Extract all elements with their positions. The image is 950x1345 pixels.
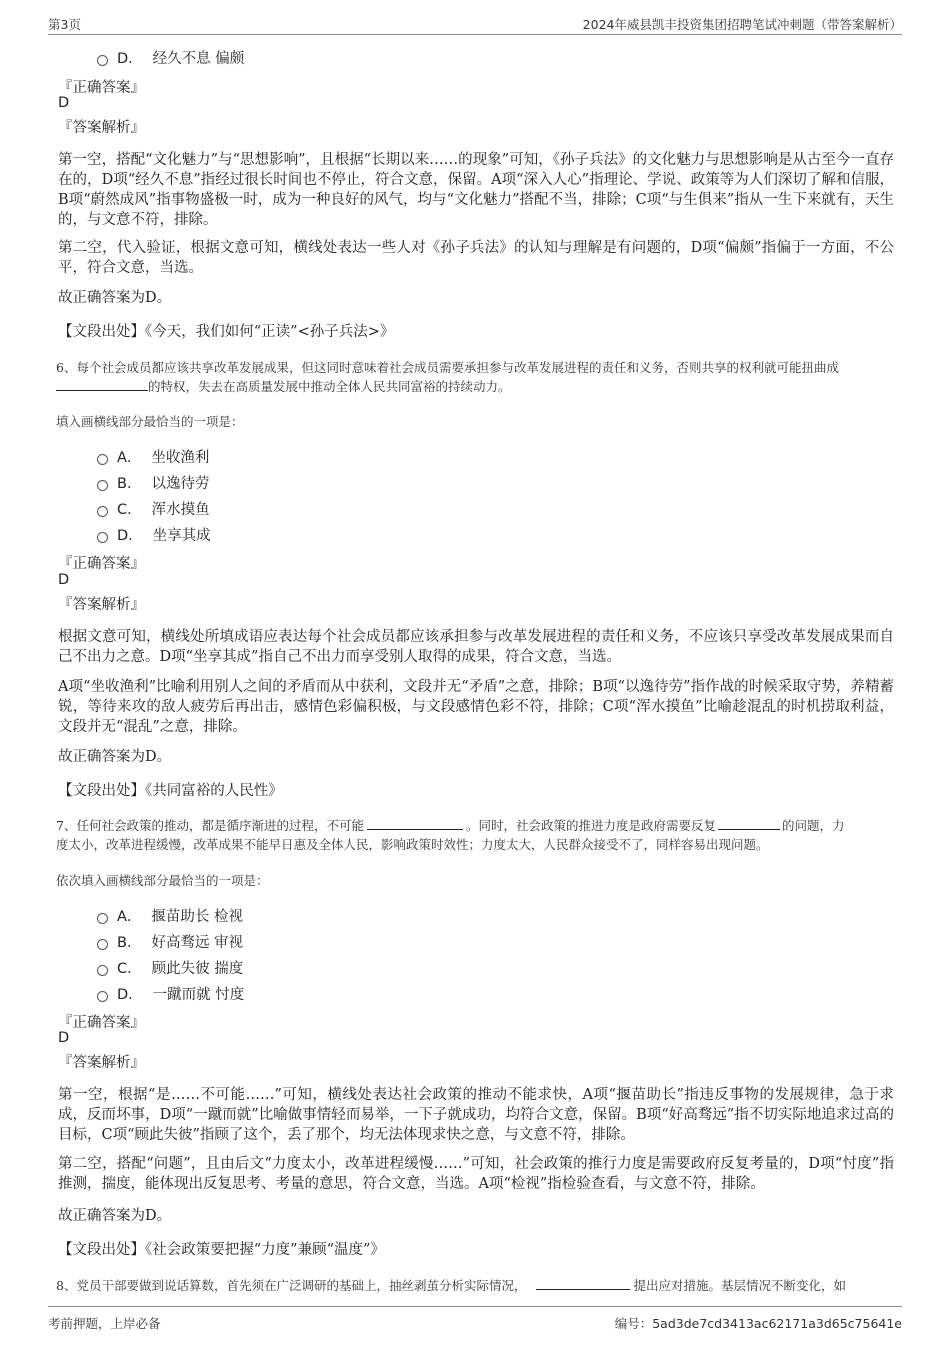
q7-instruction: 依次填入画横线部分最恰当的一项是： (56, 873, 269, 888)
q6-option-b[interactable]: B． 以逸待劳 (97, 472, 209, 493)
q6-conclusion: 故正确答案为D。 (58, 749, 172, 765)
radio-icon[interactable] (97, 480, 108, 491)
radio-icon[interactable] (97, 506, 108, 517)
radio-icon[interactable] (97, 913, 108, 924)
correct-answer-label: 『正确答案』 (58, 1015, 145, 1031)
q7-source: 【文段出处】《社会政策要把握“力度”兼顾“温度”》 (58, 1242, 385, 1258)
radio-icon[interactable] (97, 939, 108, 950)
q6-option-d[interactable]: D． 坐享其成 (97, 524, 211, 545)
footer-slogan: 考前押题，上岸必备 (48, 1316, 161, 1331)
q6-analysis-para: 根据文意可知，横线处所填成语应表达每个社会成员都应该承担参与改革发展进程的责任和义务，不应该只享受改革发展成果而自己不出力之意。D项“坐享其成”指自己不出力而享受别人取得的成果，符合文意，当选。 (58, 629, 894, 665)
q7-option-d[interactable]: D． 一蹴而就 忖度 (97, 983, 244, 1004)
answer-blank (718, 817, 780, 830)
radio-icon[interactable] (97, 454, 108, 465)
q6-option-a[interactable]: A． 坐收渔利 (97, 446, 209, 467)
page-footer (48, 1306, 902, 1333)
q6-question: 6、每个社会成员都应该共享改革发展成果，但这同时意味着社会成员需要承担参与改革发展进程的责任和义务，否则共享的权利就可能扭曲成 的特权，失去在高质量发展中推动全体人民共同富裕的持续动力。 (56, 360, 839, 394)
radio-icon[interactable] (97, 991, 108, 1002)
q7-option-c[interactable]: C． 顾此失彼 揣度 (97, 957, 243, 978)
analysis-label: 『答案解析』 (58, 1055, 145, 1071)
answer-blank (367, 817, 463, 830)
q5-option-d[interactable]: D． 经久不息 偏颇 (97, 47, 244, 68)
analysis-label: 『答案解析』 (58, 120, 145, 136)
q5-analysis-para: 第一空，搭配“文化魅力”与“思想影响”，且根据“长期以来……的现象”可知，《孙子兵法》的文化魅力与思想影响是从古至今一直存在的，D项“经久不息”指经过很长时间也不停止，符合文意，保留。A项“深入人心”指理论、学说、政策等为人们深切了解和信服，B项“蔚然成风”指事物盛极一时，成为一种良好的风气，均与“文化魅力”搭配不当，排除；C项“与生俱来”指从一生下来就有，天生的，与文意不符，排除。 (58, 152, 894, 228)
q6-analysis-para: A项“坐收渔利”比喻利用别人之间的矛盾而从中获利，文段并无“矛盾”之意，排除；B项“以逸待劳”指作战的时候采取守势，养精蓄锐，等待来攻的敌人疲劳后再出击，感情色彩偏积极，与文段感情色彩不符，排除；C项“浑水摸鱼”比喻趁混乱的时机捞取利益，文段并无“混乱”之意，排除。 (58, 679, 894, 735)
q7-conclusion: 故正确答案为D。 (58, 1208, 172, 1224)
q6-instruction: 填入画横线部分最恰当的一项是： (56, 414, 244, 429)
analysis-label: 『答案解析』 (58, 597, 145, 613)
correct-answer-label: 『正确答案』 (58, 556, 145, 572)
q7-analysis-para: 第二空，搭配“问题”，且由后文“力度太小，改革进程缓慢……”可知，社会政策的推行力度是需要政府反复考量的，D项“忖度”指推测，揣度，能体现出反复思考、考量的意思，符合文意，当选。A项“检视”指检验查看，与文意不符，排除。 (58, 1156, 894, 1192)
q6-option-c[interactable]: C． 浑水摸鱼 (97, 498, 210, 519)
q7-option-a[interactable]: A． 揠苗助长 检视 (97, 905, 243, 926)
q7-analysis-para: 第一空，根据“是……不可能……”可知，横线处表达社会政策的推动不能求快，A项“揠苗助长”指违反事物的发展规律，急于求成，反而坏事，D项“一蹴而就”比喻做事情轻而易举，一下子就成功，均符合文意，保留。B项“好高骛远”指不切实际地追求过高的目标，C项“顾此失彼”指顾了这个，丢了那个，均无法体现求快之意，与文意不符，排除。 (58, 1087, 894, 1143)
document-code: 编号：5ad3de7cd3413ac62171a3d65c75641e (614, 1316, 902, 1331)
answer-blank (536, 1277, 630, 1290)
q5-answer: D (58, 95, 70, 111)
answer-blank (56, 378, 148, 391)
correct-answer-label: 『正确答案』 (58, 80, 145, 96)
radio-icon[interactable] (97, 532, 108, 543)
document-title: 2024年威县凯丰投资集团招聘笔试冲刺题（带答案解析） (582, 17, 902, 32)
page-number: 第3页 (48, 17, 81, 32)
page-header (48, 12, 902, 35)
q7-answer: D (58, 1030, 70, 1046)
radio-icon[interactable] (97, 965, 108, 976)
q6-answer: D (58, 572, 70, 588)
q7-question: 7、任何社会政策的推动，都是循序渐进的过程，不可能 。同时，社会政策的推进力度是政府需要反复 的问题，力 度太小，改革进程缓慢，改革成果不能早日惠及全体人民，影响政策时效性；力度太大，人民群众接受不了，同样容易出现问题。 (56, 818, 845, 852)
q5-analysis-para: 第二空，代入验证，根据文意可知，横线处表达一些人对《孙子兵法》的认知与理解是有问题的，D项“偏颇”指偏于一方面，不公平，符合文意，当选。 (58, 240, 894, 276)
q5-conclusion: 故正确答案为D。 (58, 290, 172, 306)
q5-source: 【文段出处】《今天，我们如何“正读”<孙子兵法>》 (58, 324, 395, 340)
q7-option-b[interactable]: B． 好高骛远 审视 (97, 931, 243, 952)
q6-source: 【文段出处】《共同富裕的人民性》 (58, 783, 283, 799)
q8-question: 8、党员干部要做到说话算数，首先须在广泛调研的基础上，抽丝剥茧分析实际情况， 提出应对措施。基层情况不断变化，如 (56, 1278, 846, 1293)
radio-icon[interactable] (97, 55, 108, 66)
